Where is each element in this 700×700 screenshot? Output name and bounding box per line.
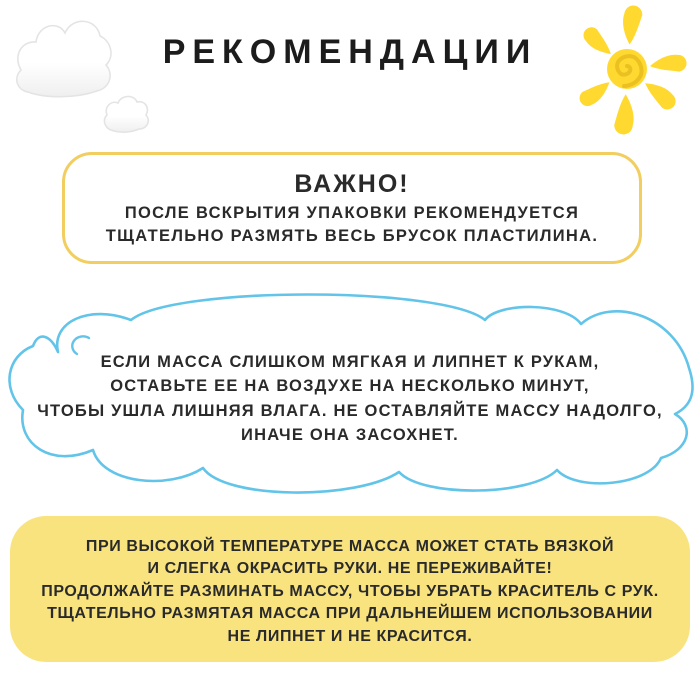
cloud-bubble-text	[5, 290, 695, 495]
warning-box	[10, 516, 690, 662]
warning-line: ПРОДОЛЖАЙТЕ РАЗМИНАТЬ МАССУ, ЧТОБЫ УБРАТЬ КРАСИТЕЛЬ С РУК.	[41, 582, 659, 600]
important-line: ТЩАТЕЛЬНО РАЗМЯТЬ ВЕСЬ БРУСОК ПЛАСТИЛИНА.	[105, 226, 599, 245]
cloud-line: ОСТАВЬТЕ ЕЕ НА ВОЗДУХЕ НА НЕСКОЛЬКО МИНУТ,	[110, 377, 590, 395]
warning-line: И СЛЕГКА ОКРАСИТЬ РУКИ. НЕ ПЕРЕЖИВАЙТЕ!	[147, 560, 553, 578]
cloud-line: ЧТОБЫ УШЛА ЛИШНЯЯ ВЛАГА. НЕ ОСТАВЛЯЙТЕ МАССУ НАДОЛГО,	[37, 401, 663, 420]
important-box	[62, 152, 642, 264]
cloud-small-icon	[102, 92, 154, 134]
sun-icon	[556, 4, 696, 136]
cloud-line: ЕСЛИ МАССА СЛИШКОМ МЯГКАЯ И ЛИПНЕТ К РУКАМ,	[100, 352, 600, 371]
cloud-line: ИНАЧЕ ОНА ЗАСОХНЕТ.	[241, 426, 459, 444]
important-heading: ВАЖНО!	[294, 169, 410, 198]
important-line: ПОСЛЕ ВСКРЫТИЯ УПАКОВКИ РЕКОМЕНДУЕТСЯ	[124, 203, 580, 222]
page-title: РЕКОМЕНДАЦИИ	[162, 33, 538, 71]
warning-line: ТЩАТЕЛЬНО РАЗМЯТАЯ МАССА ПРИ ДАЛЬНЕЙШЕМ ИСПОЛЬЗОВАНИИ	[47, 605, 653, 623]
warning-line: НЕ ЛИПНЕТ И НЕ КРАСИТСЯ.	[227, 627, 473, 645]
warning-line: ПРИ ВЫСОКОЙ ТЕМПЕРАТУРЕ МАССА МОЖЕТ СТАТЬ ВЯЗКОЙ	[85, 537, 615, 555]
